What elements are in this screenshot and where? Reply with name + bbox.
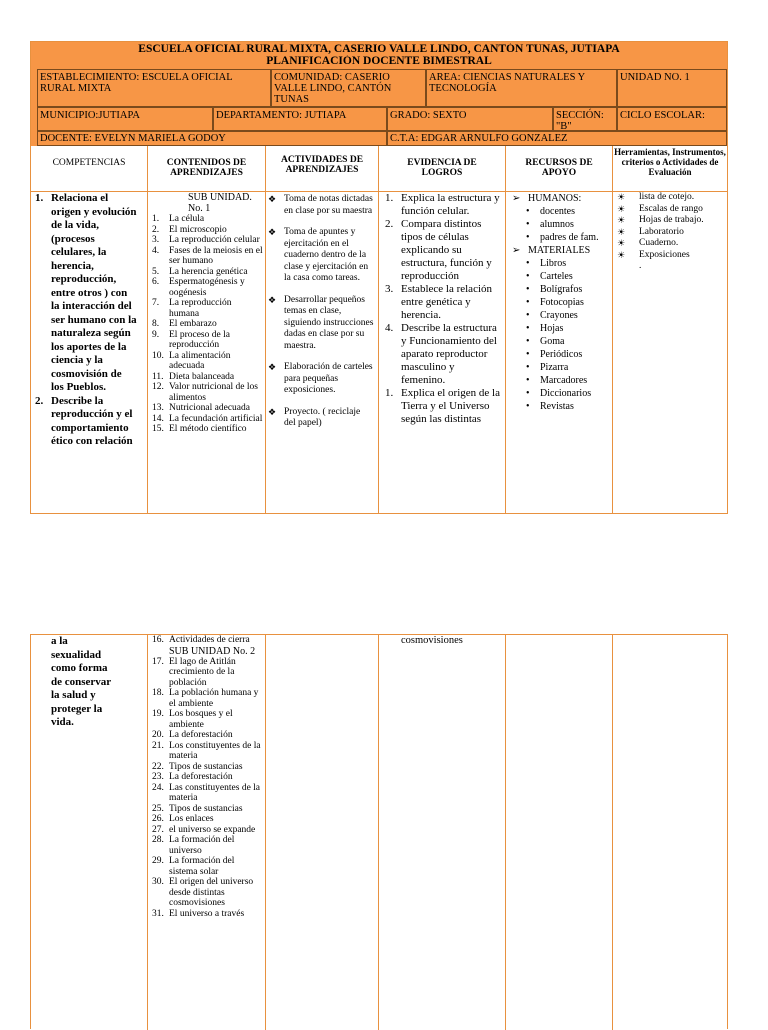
herramientas-list bbox=[617, 192, 725, 273]
item-number: 21. bbox=[152, 740, 164, 751]
item-text: El método científico bbox=[169, 424, 247, 434]
sun-bullet-icon: ☀ bbox=[617, 238, 626, 248]
diamond-bullet-icon: ❖ bbox=[268, 294, 277, 305]
item-number: 12. bbox=[152, 382, 164, 392]
recurso-item bbox=[510, 348, 610, 361]
contenidos-cell-continued bbox=[148, 635, 266, 1030]
contenido-item bbox=[152, 214, 263, 225]
contenido-item bbox=[152, 403, 263, 414]
item-text: Libros bbox=[540, 258, 567, 269]
herramienta-item bbox=[617, 227, 725, 239]
item-text: Explica el origen de la Tierra y el Universo según las distintas bbox=[401, 387, 500, 425]
recurso-item bbox=[510, 374, 610, 387]
contenido-item bbox=[152, 730, 263, 741]
actividades-cell bbox=[266, 192, 379, 513]
col-competencias-header: COMPETENCIAS bbox=[31, 146, 148, 192]
item-text: Toma de notas dictadas en clase por su maestra bbox=[284, 194, 373, 216]
field-area: AREA: CIENCIAS NATURALES Y TECNOLOGÍA bbox=[426, 69, 617, 107]
contenido-item bbox=[152, 762, 263, 773]
item-text: La alimentación adecuada bbox=[169, 350, 231, 371]
evidencia-cell-continued bbox=[379, 635, 506, 1030]
item-text: Carteles bbox=[540, 271, 573, 282]
item-number: 24. bbox=[152, 782, 164, 793]
recurso-item bbox=[510, 205, 610, 218]
herramientas-cell-continued bbox=[613, 635, 727, 1030]
contenido-item bbox=[152, 772, 263, 783]
contenidos-list bbox=[152, 214, 263, 435]
competencia-1: 1. Relaciona el origen y evolución de la vida, (procesos celulares, la herencia, reproducción, entre otros ) con la interacción del ser humano con la naturaleza según los aportes de la ciencia y la cosmovisión de los Pueblos. bbox=[35, 192, 137, 393]
evidencia-item bbox=[383, 218, 501, 283]
content-row bbox=[31, 192, 727, 513]
herramienta-item bbox=[617, 204, 725, 216]
item-number: 20. bbox=[152, 730, 164, 740]
field-establecimiento: ESTABLECIMIENTO: ESCUELA OFICIAL RURAL MIXTA bbox=[37, 69, 271, 107]
item-text: Revistas bbox=[540, 401, 574, 412]
item-text: Toma de apuntes y ejercitación en el cuaderno dentro de la clase y ejercitación en la casa como tareas. bbox=[284, 227, 369, 283]
recursos-list bbox=[510, 192, 610, 205]
actividades-list bbox=[266, 194, 374, 430]
field-municipio: MUNICIPIO:JUTIAPA bbox=[37, 107, 213, 131]
competencias-cell-continued bbox=[31, 635, 148, 1030]
item-number: 1. bbox=[385, 192, 394, 204]
item-number: 3. bbox=[385, 283, 394, 295]
bullet-icon: • bbox=[526, 284, 530, 295]
sub-unidad-2: SUB UNIDAD No. 2 bbox=[169, 645, 256, 657]
item-text: Las constituyentes de la materia bbox=[169, 782, 261, 803]
item-text: Los bosques y el ambiente bbox=[169, 709, 233, 730]
contenido-item bbox=[152, 835, 263, 856]
item-number: 16. bbox=[152, 635, 164, 645]
item-text: Goma bbox=[540, 336, 565, 347]
evidencia-item bbox=[383, 387, 501, 426]
item-text: Tipos de sustancias bbox=[169, 803, 243, 814]
recursos-cell bbox=[506, 192, 613, 513]
item-text: alumnos bbox=[540, 219, 574, 230]
herramienta-item bbox=[617, 250, 725, 262]
item-text: El microscopio bbox=[169, 224, 227, 235]
item-text: Cuaderno. bbox=[639, 238, 679, 248]
humanos-list bbox=[510, 205, 610, 244]
sun-bullet-icon: ☀ bbox=[617, 192, 626, 202]
actividad-item bbox=[266, 362, 374, 397]
column-header-row bbox=[31, 146, 727, 192]
item-number: 10. bbox=[152, 350, 164, 361]
evidencia-item bbox=[383, 192, 501, 218]
page-2 bbox=[30, 634, 728, 1029]
item-text: Fases de la meiosis en el ser humano bbox=[169, 245, 263, 266]
actividades-cell-continued bbox=[266, 635, 379, 1030]
item-number: 9. bbox=[152, 329, 160, 340]
contenido-item bbox=[152, 351, 263, 372]
contenido-item bbox=[152, 414, 263, 425]
field-ciclo: CICLO ESCOLAR: bbox=[617, 107, 727, 131]
field-docente: DOCENTE: EVELYN MARIELA GODOY bbox=[37, 131, 387, 146]
recurso-item bbox=[510, 231, 610, 244]
contenido-item bbox=[152, 235, 263, 246]
col-herramientas-header: Herramientas, Instrumentos, criterios o Actividades de Evaluación bbox=[614, 147, 726, 177]
item-number: 8. bbox=[152, 319, 160, 329]
diamond-bullet-icon: ❖ bbox=[268, 227, 277, 237]
field-unidad: UNIDAD NO. 1 bbox=[617, 69, 727, 107]
content-row-continued bbox=[31, 635, 727, 1030]
item-number: 25. bbox=[152, 803, 164, 814]
contenido-item bbox=[152, 688, 263, 709]
sun-bullet-icon: ☀ bbox=[617, 249, 626, 260]
item-text: docentes bbox=[540, 206, 575, 217]
bullet-icon: • bbox=[526, 206, 530, 217]
field-grado: GRADO: SEXTO bbox=[387, 107, 553, 131]
item-number: 11. bbox=[152, 371, 164, 382]
item-number: 2. bbox=[152, 224, 160, 235]
bullet-icon: • bbox=[526, 375, 530, 386]
item-number: 19. bbox=[152, 709, 164, 719]
contenido-item bbox=[152, 382, 263, 403]
col-recursos-header: RECURSOS DE APOYO bbox=[506, 146, 613, 192]
competencias-cell bbox=[31, 192, 148, 513]
contenido-item bbox=[152, 783, 263, 804]
item-text: el universo se expande bbox=[169, 824, 256, 835]
item-text: La formación del sistema solar bbox=[169, 856, 235, 877]
herramienta-item bbox=[617, 238, 725, 250]
actividad-item bbox=[266, 227, 374, 285]
contenido-item bbox=[152, 319, 263, 330]
item-text: Hojas de trabajo. bbox=[639, 215, 704, 225]
item-text: Escalas de rango bbox=[639, 203, 703, 214]
item-number: 18. bbox=[152, 688, 164, 698]
plan-title: PLANIFICACIÓN DOCENTE BIMESTRAL bbox=[266, 55, 492, 67]
sun-bullet-icon: ☀ bbox=[617, 226, 626, 237]
contenido-item bbox=[152, 709, 263, 730]
actividad-item bbox=[266, 407, 374, 430]
item-text: La deforestación bbox=[169, 772, 233, 782]
item-number: 23. bbox=[152, 772, 164, 782]
item-number: 22. bbox=[152, 761, 164, 772]
item-number: 26. bbox=[152, 814, 164, 824]
contenido-item bbox=[152, 814, 263, 825]
recurso-item bbox=[510, 257, 610, 270]
bullet-icon: • bbox=[526, 388, 530, 399]
item-text: El embarazo bbox=[169, 319, 217, 329]
item-text: El proceso de la reproducción bbox=[169, 329, 230, 350]
item-text: Marcadores bbox=[540, 375, 588, 386]
col-contenidos-header: CONTENIDOS DE APRENDIZAJES bbox=[148, 146, 266, 192]
item-text: Explica la estructura y función celular. bbox=[401, 192, 500, 217]
materiales-list bbox=[510, 257, 610, 413]
item-number: 6. bbox=[152, 277, 160, 287]
item-number: 1. bbox=[385, 387, 394, 399]
bullet-icon: • bbox=[526, 271, 530, 282]
bullet-icon: • bbox=[526, 310, 530, 321]
contenido-item bbox=[152, 825, 263, 836]
item-text: Diccionarios bbox=[540, 388, 592, 399]
recursos-cell-continued bbox=[506, 635, 613, 1030]
contenido-item bbox=[152, 856, 263, 877]
recursos-materiales: ➢ MATERIALES bbox=[512, 245, 591, 256]
item-text: La reproducción celular bbox=[169, 235, 260, 245]
bullet-icon: • bbox=[526, 323, 530, 334]
contenido-item bbox=[152, 741, 263, 762]
item-text: Describe la estructura y Funcionamiento del aparato reproductor masculino y femenino. bbox=[401, 322, 497, 386]
item-number: 28. bbox=[152, 835, 164, 845]
actividad-item bbox=[266, 194, 374, 217]
item-number: 4. bbox=[152, 245, 160, 256]
item-text: Valor nutricional de los alimentos bbox=[169, 382, 258, 403]
arrow-icon: ➢ bbox=[512, 193, 521, 204]
field-seccion: SECCIÓN: "B" bbox=[553, 107, 617, 131]
item-text: Establece la relación entre genética y herencia. bbox=[401, 283, 493, 321]
item-text: La reproducción humana bbox=[169, 298, 232, 319]
item-text: El lago de Atitlán crecimiento de la población bbox=[169, 656, 236, 688]
item-number: 14. bbox=[152, 413, 164, 424]
bullet-icon: • bbox=[526, 219, 530, 230]
contenido-item bbox=[152, 372, 263, 383]
item-text: Espermatogénesis y oogénesis bbox=[169, 277, 245, 298]
herramienta-item bbox=[617, 215, 725, 227]
contenido-item bbox=[152, 635, 263, 646]
item-number: 29. bbox=[152, 856, 164, 866]
contenido-item bbox=[152, 877, 263, 909]
herramientas-cell bbox=[613, 192, 727, 513]
item-number: 1. bbox=[152, 214, 160, 224]
item-text: El universo a través bbox=[169, 908, 245, 919]
item-number: 30. bbox=[152, 877, 164, 887]
item-text: Pizarra bbox=[540, 362, 569, 373]
item-number: 4. bbox=[385, 322, 394, 334]
item-text: Bolígrafos bbox=[540, 284, 583, 295]
recurso-item bbox=[510, 400, 610, 413]
field-comunidad: COMUNIDAD: CASERIO VALLE LINDO, CANTÓN TUNAS bbox=[271, 69, 426, 107]
item-text: La fecundación artificial bbox=[169, 413, 263, 424]
item-number: 15. bbox=[152, 424, 164, 434]
bullet-icon: • bbox=[526, 232, 530, 243]
contenido-item bbox=[152, 909, 263, 920]
item-text: padres de fam. bbox=[540, 232, 599, 243]
field-departamento: DEPARTAMENTO: JUTIAPA bbox=[213, 107, 387, 131]
diamond-bullet-icon: ❖ bbox=[268, 194, 277, 204]
bullet-icon: • bbox=[526, 336, 530, 347]
item-number: 17. bbox=[152, 656, 164, 667]
item-text: Fotocopias bbox=[540, 297, 584, 308]
item-text: Desarrollar pequeños temas en clase, siguiendo instrucciones dadas en clase por su maestra. bbox=[284, 294, 374, 351]
contenido-item bbox=[152, 424, 263, 435]
item-text: La población humana y el ambiente bbox=[169, 688, 259, 709]
recurso-item bbox=[510, 322, 610, 335]
item-text: Exposiciones bbox=[639, 249, 690, 260]
contenido-item bbox=[152, 298, 263, 319]
recurso-item bbox=[510, 387, 610, 400]
contenidos-cell bbox=[148, 192, 266, 513]
item-text: . bbox=[639, 261, 642, 271]
herramienta-item bbox=[617, 261, 725, 273]
evidencia-list bbox=[383, 192, 501, 426]
evidencia-cell bbox=[379, 192, 506, 513]
competencia-2-continued: a la sexualidad como forma de conservar la salud y proteger la vida. bbox=[51, 635, 111, 728]
recursos-humanos: ➢ HUMANOS: bbox=[512, 193, 582, 204]
contenidos-list-continued bbox=[152, 635, 263, 919]
bullet-icon: • bbox=[526, 362, 530, 373]
item-text: La célula bbox=[169, 214, 205, 224]
item-text: El origen del universo desde distintas cosmovisiones bbox=[169, 877, 254, 908]
item-number: 5. bbox=[152, 266, 160, 277]
evidencia-item bbox=[383, 283, 501, 322]
sun-bullet-icon: ☀ bbox=[617, 203, 626, 214]
item-text: lista de cotejo. bbox=[639, 192, 695, 202]
diamond-bullet-icon: ❖ bbox=[268, 362, 277, 372]
header-block bbox=[31, 42, 727, 146]
item-number: 7. bbox=[152, 298, 160, 308]
school-title: ESCUELA OFICIAL RURAL MIXTA, CASERIO VALLE LINDO, CANTÓN TUNAS, JUTIAPA bbox=[138, 43, 620, 55]
bullet-icon: • bbox=[526, 258, 530, 269]
item-number: 13. bbox=[152, 403, 164, 413]
item-text: Periódicos bbox=[540, 349, 583, 360]
bullet-icon: • bbox=[526, 297, 530, 308]
contenido-item bbox=[152, 246, 263, 267]
item-text: Nutricional adecuada bbox=[169, 403, 250, 413]
item-number: 2. bbox=[385, 218, 394, 230]
field-cta: C.T.A: EDGAR ARNULFO GONZALEZ bbox=[387, 131, 727, 146]
sub-unidad-1: SUB UNIDAD. No. 1 bbox=[188, 192, 252, 214]
item-text: Laboratorio bbox=[639, 226, 684, 237]
item-text: Proyecto. ( reciclaje del papel) bbox=[284, 406, 361, 428]
bullet-icon: • bbox=[526, 349, 530, 360]
recurso-item bbox=[510, 309, 610, 322]
contenido-item bbox=[152, 330, 263, 351]
item-text: Elaboración de carteles para pequeñas exposiciones. bbox=[284, 362, 373, 395]
actividad-item bbox=[266, 295, 374, 353]
arrow-icon: ➢ bbox=[512, 245, 521, 256]
herramienta-item bbox=[617, 192, 725, 204]
recurso-item bbox=[510, 283, 610, 296]
contenido-item bbox=[152, 804, 263, 815]
item-text: Compara distintos tipos de células explicando su estructura, función y reproducción bbox=[401, 218, 492, 282]
recurso-item bbox=[510, 361, 610, 374]
recurso-item bbox=[510, 335, 610, 348]
item-number: 31. bbox=[152, 908, 164, 919]
item-text: Hojas bbox=[540, 323, 564, 334]
item-number: 3. bbox=[152, 235, 160, 245]
item-text: Dieta balanceada bbox=[169, 371, 235, 382]
item-text: Crayones bbox=[540, 310, 578, 321]
competencia-2: 2. Describe la reproducción y el comportamiento ético con relación bbox=[35, 394, 133, 447]
contenido-item bbox=[152, 225, 263, 236]
contenido-item bbox=[152, 277, 263, 298]
evidencia-item bbox=[383, 322, 501, 387]
item-text: La formación del universo bbox=[169, 835, 235, 856]
col-actividades-header: ACTIVIDADES DE APRENDIZAJES bbox=[266, 146, 379, 192]
contenido-item bbox=[152, 267, 263, 278]
item-text: La deforestación bbox=[169, 730, 233, 740]
recurso-item bbox=[510, 296, 610, 309]
item-text: La herencia genética bbox=[169, 266, 248, 277]
col-evidencia-header: EVIDENCIA DE LOGROS bbox=[379, 146, 506, 192]
contenido-item bbox=[152, 657, 263, 689]
item-text: Tipos de sustancias bbox=[169, 761, 243, 772]
diamond-bullet-icon: ❖ bbox=[268, 406, 277, 417]
item-text: Los constituyentes de la materia bbox=[169, 740, 261, 761]
recurso-item bbox=[510, 218, 610, 231]
evidencia-continued: cosmovisiones bbox=[401, 635, 463, 646]
recurso-item bbox=[510, 270, 610, 283]
item-text: Actividades de cierra bbox=[169, 635, 250, 645]
bullet-icon: • bbox=[526, 401, 530, 412]
item-text: Los enlaces bbox=[169, 814, 214, 824]
page-1 bbox=[30, 41, 728, 514]
item-number: 27. bbox=[152, 824, 164, 835]
sun-bullet-icon: ☀ bbox=[617, 215, 626, 225]
